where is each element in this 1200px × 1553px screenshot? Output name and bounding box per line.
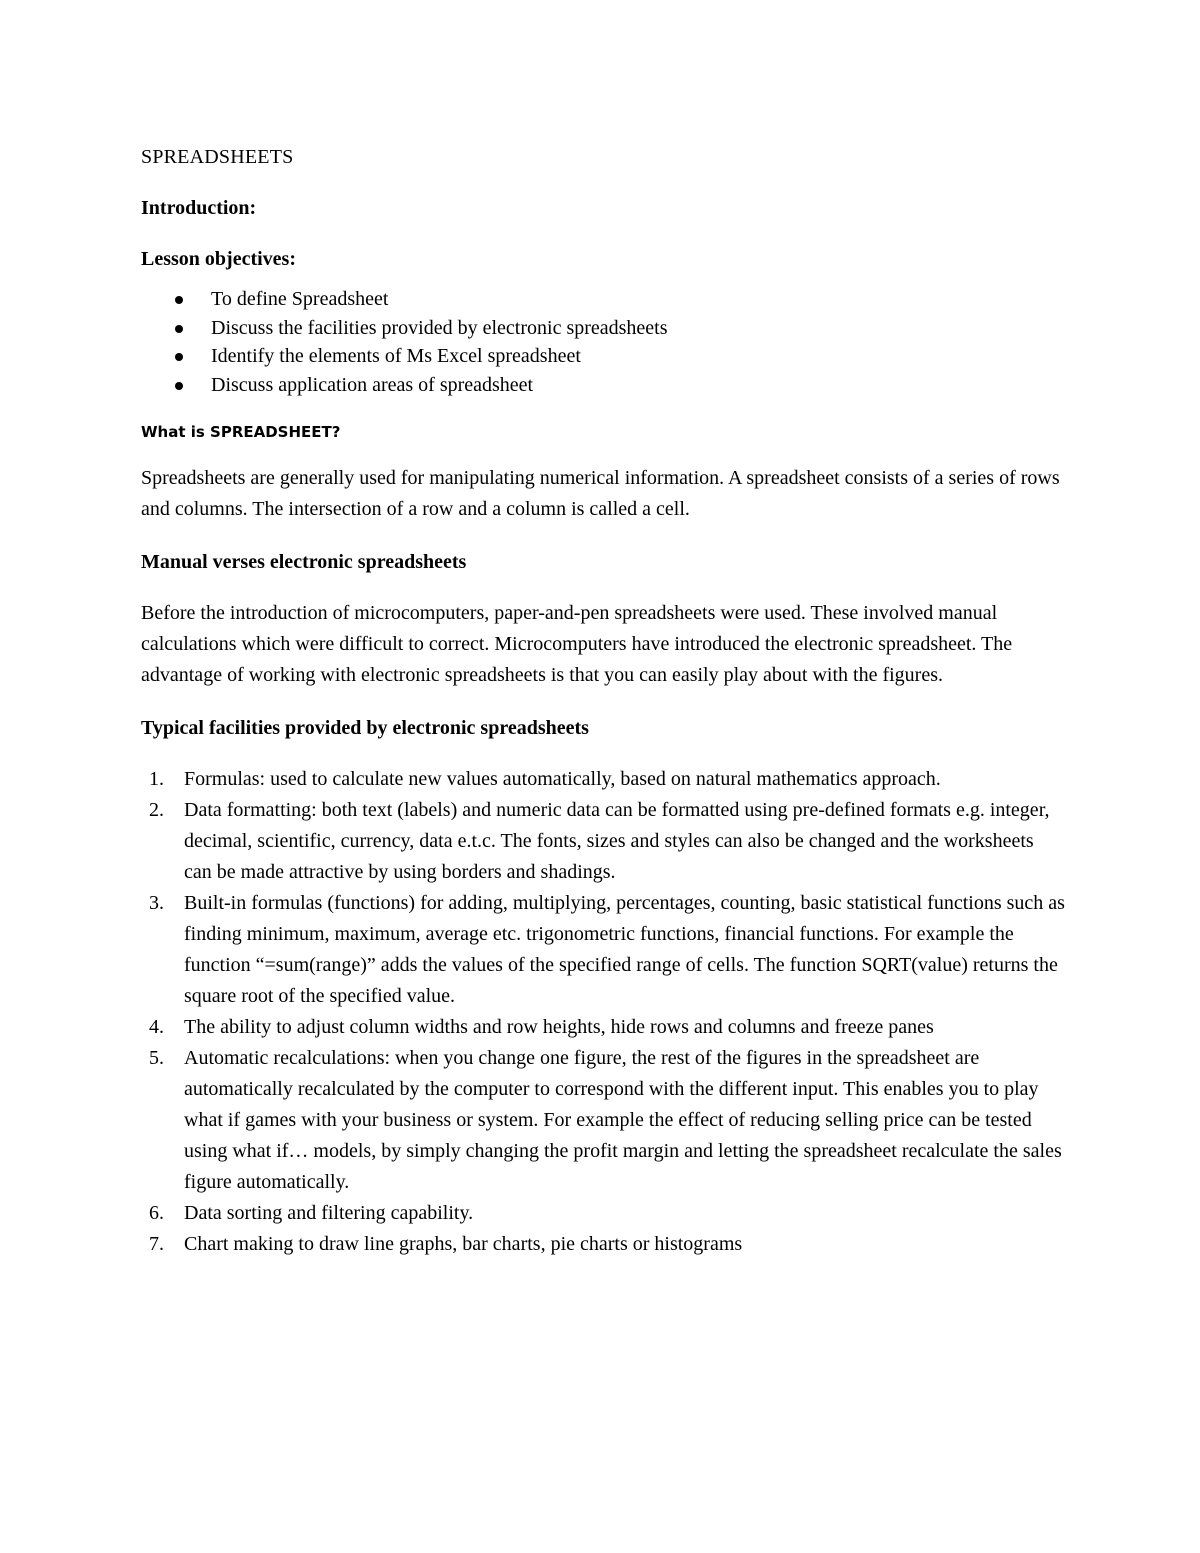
- bullet-icon: [175, 353, 183, 361]
- list-number: 2.: [149, 799, 164, 821]
- list-item: [141, 342, 1066, 371]
- facilities-heading: Typical facilities provided by electronic spreadsheets: [141, 717, 589, 739]
- list-item: [141, 1012, 1066, 1043]
- objective-text: Identify the elements of Ms Excel spreadsheet: [211, 345, 581, 367]
- bullet-icon: [175, 325, 183, 333]
- list-number: 1.: [149, 768, 164, 790]
- objectives-heading: Lesson objectives:: [141, 248, 296, 270]
- list-item: [141, 285, 1066, 314]
- facility-text: Formulas: used to calculate new values automatically, based on natural mathematics approach.: [184, 768, 941, 790]
- facility-text: The ability to adjust column widths and row heights, hide rows and columns and freeze panes: [184, 1016, 934, 1038]
- document-title: SPREADSHEETS: [141, 146, 294, 168]
- facility-text: Data formatting: both text (labels) and numeric data can be formatted using pre-defined formats e.g. integer, decimal, scientific, currency, data e.t.c. The fonts, sizes and styles can also be changed and the worksheets can be made attractive by using borders and shadings.: [184, 799, 1050, 883]
- objective-text: To define Spreadsheet: [211, 288, 389, 310]
- manual-heading: Manual verses electronic spreadsheets: [141, 551, 467, 573]
- list-item: [141, 371, 1066, 400]
- facility-text: Chart making to draw line graphs, bar charts, pie charts or histograms: [184, 1233, 743, 1255]
- bullet-icon: [175, 382, 183, 390]
- objective-text: Discuss application areas of spreadsheet: [211, 373, 534, 396]
- list-number: 7.: [149, 1233, 164, 1255]
- manual-paragraph: Before the introduction of microcomputers, paper-and-pen spreadsheets were used. These involved manual calculations which were difficult to correct. Microcomputers have introduced the electronic spreadsheet. The advantage of working with electronic spreadsheets is that you can easily play about with the figures.: [141, 602, 1013, 686]
- list-item: [141, 1229, 1066, 1260]
- list-item: [141, 1198, 1066, 1229]
- bullet-icon: [175, 296, 183, 304]
- list-item: [141, 314, 1066, 343]
- list-number: 6.: [149, 1202, 164, 1224]
- facility-text: Built-in formulas (functions) for adding, multiplying, percentages, counting, basic statistical functions such as finding minimum, maximum, average etc. trigonometric functions, financial functions. For example the function “=sum(range)” adds the values of the specified range of cells. The function SQRT(value) returns the square root of the specified value.: [184, 892, 1065, 1007]
- facility-text: Data sorting and filtering capability.: [184, 1202, 474, 1224]
- list-number: 4.: [149, 1016, 164, 1038]
- objective-text: Discuss the facilities provided by electronic spreadsheets: [211, 316, 668, 339]
- document-content: [141, 142, 1066, 1260]
- list-number: 3.: [149, 892, 164, 914]
- what-is-paragraph: Spreadsheets are generally used for manipulating numerical information. A spreadsheet consists of a series of rows and columns. The intersection of a row and a column is called a cell.: [141, 467, 1060, 520]
- list-item: [141, 764, 1066, 795]
- facility-text: Automatic recalculations: when you change one figure, the rest of the figures in the spreadsheet are automatically recalculated by the computer to correspond with the different input. This enables you to play what if games with your business or system. For example the effect of reducing selling price can be tested using what if… models, by simply changing the profit margin and letting the spreadsheet recalculate the sales figure automatically.: [184, 1047, 1062, 1193]
- what-is-heading: What is SPREADSHEET?: [141, 423, 341, 441]
- list-item: [141, 888, 1066, 1012]
- list-item: [141, 795, 1066, 888]
- introduction-heading: Introduction:: [141, 197, 257, 219]
- objectives-list: [141, 285, 1066, 399]
- list-item: [141, 1043, 1066, 1198]
- facilities-list: [141, 764, 1066, 1260]
- list-number: 5.: [149, 1047, 164, 1069]
